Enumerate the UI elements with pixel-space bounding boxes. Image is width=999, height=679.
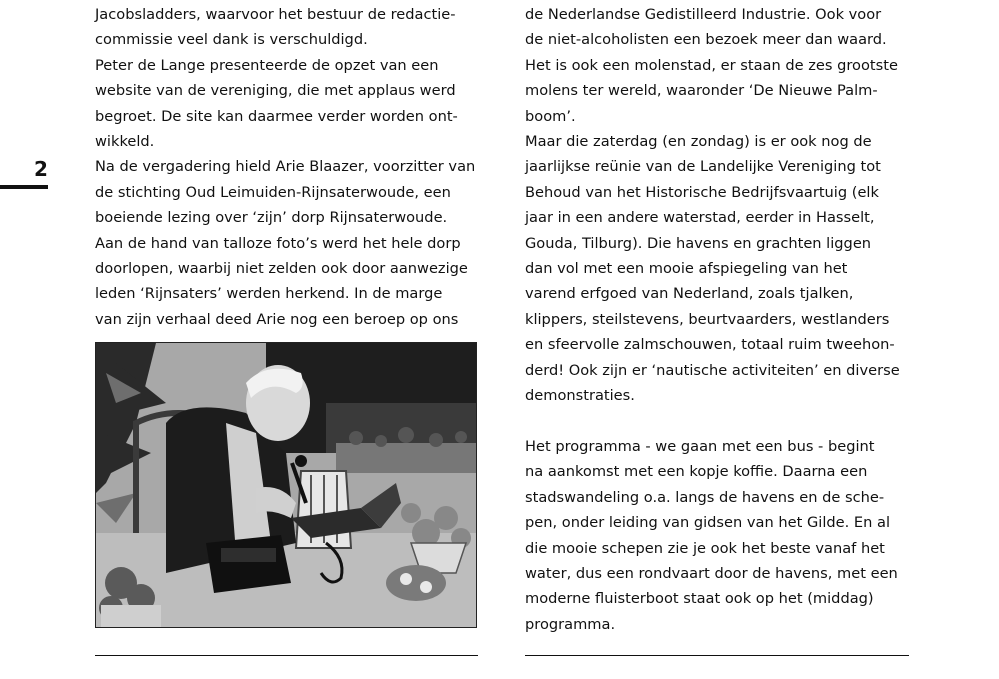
text-line: Aan de hand van talloze foto’s werd het hele dorp: [95, 234, 461, 252]
text-line: Het is ook een molenstad, er staan de zes grootste: [525, 56, 898, 74]
text-line: commissie veel dank is verschuldigd.: [95, 31, 368, 49]
text-line: dan vol met een mooie afspiegeling van het: [525, 260, 848, 278]
text-line: de niet-alcoholisten een bezoek meer dan waard.: [525, 31, 887, 49]
lecture-photo: [95, 342, 477, 628]
text-line: boeiende lezing over ‘zijn’ dorp Rijnsaterwoude.: [95, 209, 448, 227]
text-line: Behoud van het Historische Bedrijfsvaartuig (elk: [525, 183, 879, 201]
text-line: Peter de Lange presenteerde de opzet van een: [95, 56, 439, 74]
text-line: demonstraties.: [525, 387, 635, 405]
left-column: [95, 2, 495, 332]
text-line: pen, onder leiding van gidsen van het Gilde. En al: [525, 514, 891, 532]
text-line: Jacobsladders, waarvoor het bestuur de redactie-: [95, 6, 456, 23]
text-line: water, dus een rondvaart door de havens, met een: [525, 564, 898, 582]
text-line: varend erfgoed van Nederland, zoals tjalken,: [525, 285, 854, 303]
text-line: Na de vergadering hield Arie Blaazer, voorzitter van: [95, 158, 476, 176]
text-line: molens ter wereld, waaronder ‘De Nieuwe Palm-: [525, 82, 878, 100]
paragraph-gap: [525, 409, 925, 434]
page-number-rule: [0, 185, 48, 189]
right-column: [525, 2, 925, 637]
bottom-rule-left: [95, 655, 478, 656]
text-line: stadswandeling o.a. langs de havens en de sche-: [525, 488, 885, 506]
page-number: 2: [34, 157, 48, 181]
text-line: de Nederlandse Gedistilleerd Industrie. Ook voor: [525, 6, 882, 23]
text-line: die mooie schepen zie je ook het beste vanaf het: [525, 539, 885, 557]
bottom-rule-right: [525, 655, 909, 656]
text-line: klippers, steilstevens, beurtvaarders, westlanders: [525, 310, 890, 328]
text-line: de stichting Oud Leimuiden-Rijnsaterwoude, een: [95, 183, 451, 201]
text-line: Het programma - we gaan met een bus - begint: [525, 437, 875, 455]
text-line: begroet. De site kan daarmee verder worden ont-: [95, 107, 458, 125]
text-line: na aankomst met een kopje koffie. Daarna een: [525, 463, 868, 481]
text-line: doorlopen, waarbij niet zelden ook door aanwezige: [95, 260, 468, 278]
text-line: jaar in een andere waterstad, eerder in Hasselt,: [525, 209, 875, 227]
lecture-photo-image: [96, 343, 477, 628]
text-line: programma.: [525, 615, 616, 633]
text-line: jaarlijkse reünie van de Landelijke Vereniging tot: [525, 158, 881, 176]
text-line: leden ‘Rijnsaters’ werden herkend. In de marge: [95, 285, 443, 303]
text-line: moderne fluisterboot staat ook op het (middag): [525, 590, 874, 608]
text-line: en sfeervolle zalmschouwen, totaal ruim tweehon-: [525, 336, 895, 354]
text-line: Maar die zaterdag (en zondag) is er ook nog de: [525, 133, 872, 151]
text-line: derd! Ook zijn er ‘nautische activiteiten’ en diverse: [525, 361, 900, 379]
text-line: wikkeld.: [95, 133, 155, 151]
text-line: Gouda, Tilburg). Die havens en grachten liggen: [525, 234, 872, 252]
text-line: boom’.: [525, 107, 576, 125]
text-line: website van de vereniging, die met applaus werd: [95, 82, 456, 100]
text-line: van zijn verhaal deed Arie nog een beroep op ons: [95, 310, 459, 328]
